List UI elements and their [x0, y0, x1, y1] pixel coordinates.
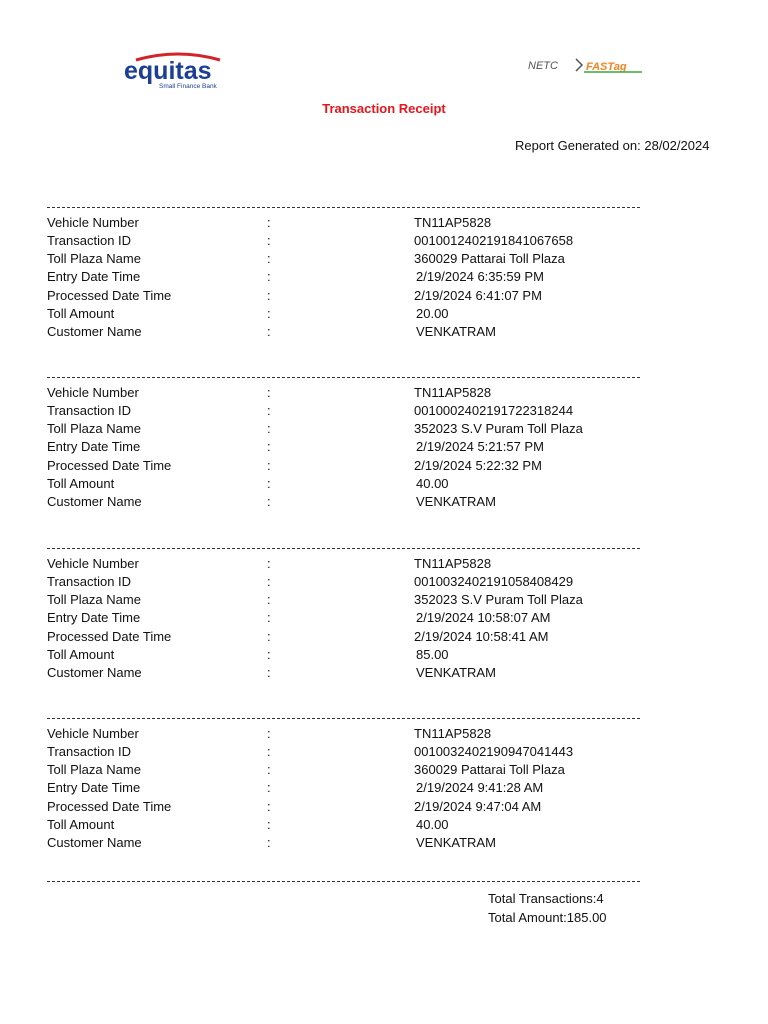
- report-generated-date: Report Generated on: 28/02/2024: [515, 138, 710, 153]
- field-value: 2/19/2024 6:41:07 PM: [414, 288, 542, 303]
- field-value: 2/19/2024 9:41:28 AM: [416, 780, 544, 795]
- field-label: Transaction ID: [47, 574, 132, 589]
- field-row-vehicle-number: [0, 384, 768, 402]
- field-value: 40.00: [416, 476, 449, 491]
- field-value: 40.00: [416, 817, 449, 832]
- field-row-entry-date-time: [0, 438, 768, 456]
- field-separator: :: [267, 780, 271, 795]
- field-row-customer-name: [0, 664, 768, 682]
- field-label: Processed Date Time: [47, 799, 172, 814]
- field-row-entry-date-time: [0, 268, 768, 286]
- total-amount: Total Amount:185.00: [488, 910, 607, 925]
- field-label: Entry Date Time: [47, 610, 141, 625]
- field-label: Customer Name: [47, 835, 142, 850]
- field-separator: :: [267, 744, 271, 759]
- separator-line: [47, 869, 640, 882]
- field-row-vehicle-number: [0, 555, 768, 573]
- totals-block: [488, 889, 607, 927]
- field-value: 85.00: [416, 647, 449, 662]
- separator-line: [47, 536, 640, 549]
- field-value: 2/19/2024 5:21:57 PM: [416, 439, 544, 454]
- field-value: VENKATRAM: [416, 665, 496, 680]
- field-row-toll-amount: [0, 475, 768, 493]
- field-separator: :: [267, 439, 271, 454]
- field-separator: :: [267, 385, 271, 400]
- field-value: 360029 Pattarai Toll Plaza: [414, 762, 565, 777]
- field-separator: :: [267, 592, 271, 607]
- field-label: Toll Amount: [47, 817, 115, 832]
- field-value: 0010002402191722318244: [414, 403, 574, 418]
- field-label: Customer Name: [47, 665, 142, 680]
- field-separator: :: [267, 647, 271, 662]
- field-label: Processed Date Time: [47, 629, 172, 644]
- field-label: Vehicle Number: [47, 726, 139, 741]
- field-label: Entry Date Time: [47, 780, 141, 795]
- field-label: Toll Amount: [47, 647, 115, 662]
- field-row-transaction-id: [0, 232, 768, 250]
- field-row-toll-plaza-name: [0, 250, 768, 268]
- field-value: 0010032402190947041443: [414, 744, 574, 759]
- field-value: VENKATRAM: [416, 494, 496, 509]
- field-separator: :: [267, 476, 271, 491]
- field-value: 2/19/2024 9:47:04 AM: [414, 799, 542, 814]
- separator-line: [47, 195, 640, 208]
- field-label: Vehicle Number: [47, 385, 139, 400]
- field-value: 20.00: [416, 306, 449, 321]
- field-value: 352023 S.V Puram Toll Plaza: [414, 421, 583, 436]
- field-separator: :: [267, 556, 271, 571]
- field-row-vehicle-number: [0, 725, 768, 743]
- field-separator: :: [267, 251, 271, 266]
- bank-logo-subtext: Small Finance Bank: [159, 83, 217, 90]
- field-value: 2/19/2024 10:58:41 AM: [414, 629, 549, 644]
- field-separator: :: [267, 494, 271, 509]
- field-separator: :: [267, 817, 271, 832]
- field-label: Processed Date Time: [47, 288, 172, 303]
- field-separator: :: [267, 629, 271, 644]
- field-value: TN11AP5828: [414, 726, 492, 741]
- netc-logo-text: NETC: [528, 60, 558, 72]
- separator-line: [47, 365, 640, 378]
- field-separator: :: [267, 324, 271, 339]
- field-value: 360029 Pattarai Toll Plaza: [414, 251, 565, 266]
- field-label: Transaction ID: [47, 233, 132, 248]
- field-row-toll-amount: [0, 816, 768, 834]
- field-row-transaction-id: [0, 743, 768, 761]
- field-value: 0010012402191841067658: [414, 233, 574, 248]
- field-separator: :: [267, 215, 271, 230]
- field-label: Entry Date Time: [47, 269, 141, 284]
- field-value: TN11AP5828: [414, 385, 492, 400]
- field-label: Vehicle Number: [47, 556, 139, 571]
- field-row-toll-amount: [0, 305, 768, 323]
- field-row-processed-date-time: [0, 628, 768, 646]
- field-row-processed-date-time: [0, 287, 768, 305]
- field-value: 2/19/2024 5:22:32 PM: [414, 458, 542, 473]
- field-separator: :: [267, 799, 271, 814]
- netc-fastag-logo: [526, 56, 646, 76]
- field-value: TN11AP5828: [414, 556, 492, 571]
- field-row-toll-plaza-name: [0, 591, 768, 609]
- field-value: VENKATRAM: [416, 324, 496, 339]
- field-row-processed-date-time: [0, 798, 768, 816]
- field-value: VENKATRAM: [416, 835, 496, 850]
- field-row-transaction-id: [0, 402, 768, 420]
- field-row-entry-date-time: [0, 779, 768, 797]
- separator-line: [47, 706, 640, 719]
- field-separator: :: [267, 233, 271, 248]
- field-label: Toll Amount: [47, 476, 115, 491]
- field-separator: :: [267, 610, 271, 625]
- field-label: Vehicle Number: [47, 215, 139, 230]
- equitas-logo: [122, 50, 234, 90]
- field-separator: :: [267, 421, 271, 436]
- field-separator: :: [267, 403, 271, 418]
- field-label: Customer Name: [47, 494, 142, 509]
- field-separator: :: [267, 574, 271, 589]
- field-value: 2/19/2024 10:58:07 AM: [416, 610, 551, 625]
- field-label: Transaction ID: [47, 744, 132, 759]
- bank-logo-text: equitas: [124, 57, 212, 85]
- field-row-vehicle-number: [0, 214, 768, 232]
- field-separator: :: [267, 726, 271, 741]
- field-label: Toll Plaza Name: [47, 592, 141, 607]
- field-separator: :: [267, 665, 271, 680]
- field-row-toll-plaza-name: [0, 420, 768, 438]
- field-separator: :: [267, 306, 271, 321]
- field-separator: :: [267, 269, 271, 284]
- field-row-processed-date-time: [0, 457, 768, 475]
- field-separator: :: [267, 288, 271, 303]
- field-row-toll-plaza-name: [0, 761, 768, 779]
- field-label: Toll Amount: [47, 306, 115, 321]
- field-value: 2/19/2024 6:35:59 PM: [416, 269, 544, 284]
- field-label: Customer Name: [47, 324, 142, 339]
- field-value: 0010032402191058408429: [414, 574, 574, 589]
- field-row-customer-name: [0, 834, 768, 852]
- field-separator: :: [267, 835, 271, 850]
- field-label: Transaction ID: [47, 403, 132, 418]
- field-row-toll-amount: [0, 646, 768, 664]
- field-value: 352023 S.V Puram Toll Plaza: [414, 592, 583, 607]
- field-row-entry-date-time: [0, 609, 768, 627]
- field-label: Toll Plaza Name: [47, 251, 141, 266]
- field-label: Processed Date Time: [47, 458, 172, 473]
- field-separator: :: [267, 458, 271, 473]
- field-row-customer-name: [0, 493, 768, 511]
- fastag-logo-text: FASTag: [586, 61, 627, 73]
- field-label: Toll Plaza Name: [47, 762, 141, 777]
- field-value: TN11AP5828: [414, 215, 492, 230]
- field-label: Entry Date Time: [47, 439, 141, 454]
- field-row-customer-name: [0, 323, 768, 341]
- field-label: Toll Plaza Name: [47, 421, 141, 436]
- field-row-transaction-id: [0, 573, 768, 591]
- field-separator: :: [267, 762, 271, 777]
- total-transactions: Total Transactions:4: [488, 891, 604, 906]
- receipt-title: Transaction Receipt: [322, 101, 446, 116]
